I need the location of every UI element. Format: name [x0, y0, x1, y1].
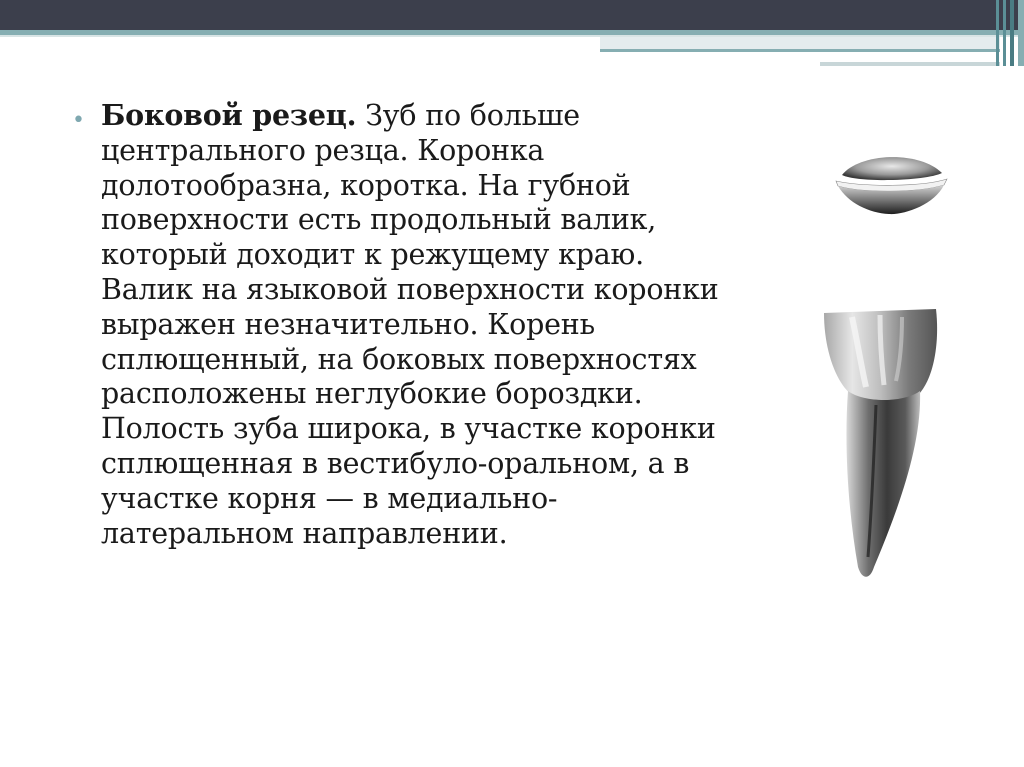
bullet-description: Зуб по больше центрального резца. Коронка долотообразна, коротка. На губной поверхности есть продольный валик, который доходит к режущему краю. Валик на языковой поверхности коронки выражен незначительно. Корень сплющенный, на боковых поверхностях расположены неглубокие бороздки. Полость зуба широка, в участке коронки сплющенная в вестибуло-оральном, а в участке корня — в медиально-латеральном направлении.	[101, 99, 719, 550]
bullet-item	[72, 98, 732, 551]
tooth-incisal-view-image	[834, 145, 949, 217]
header-decoration-bar	[0, 0, 1024, 70]
bullet-paragraph	[101, 98, 732, 551]
bullet-marker: •	[72, 108, 85, 133]
bullet-term: Боковой резец.	[101, 98, 357, 132]
tooth-labial-view-image	[818, 295, 948, 585]
